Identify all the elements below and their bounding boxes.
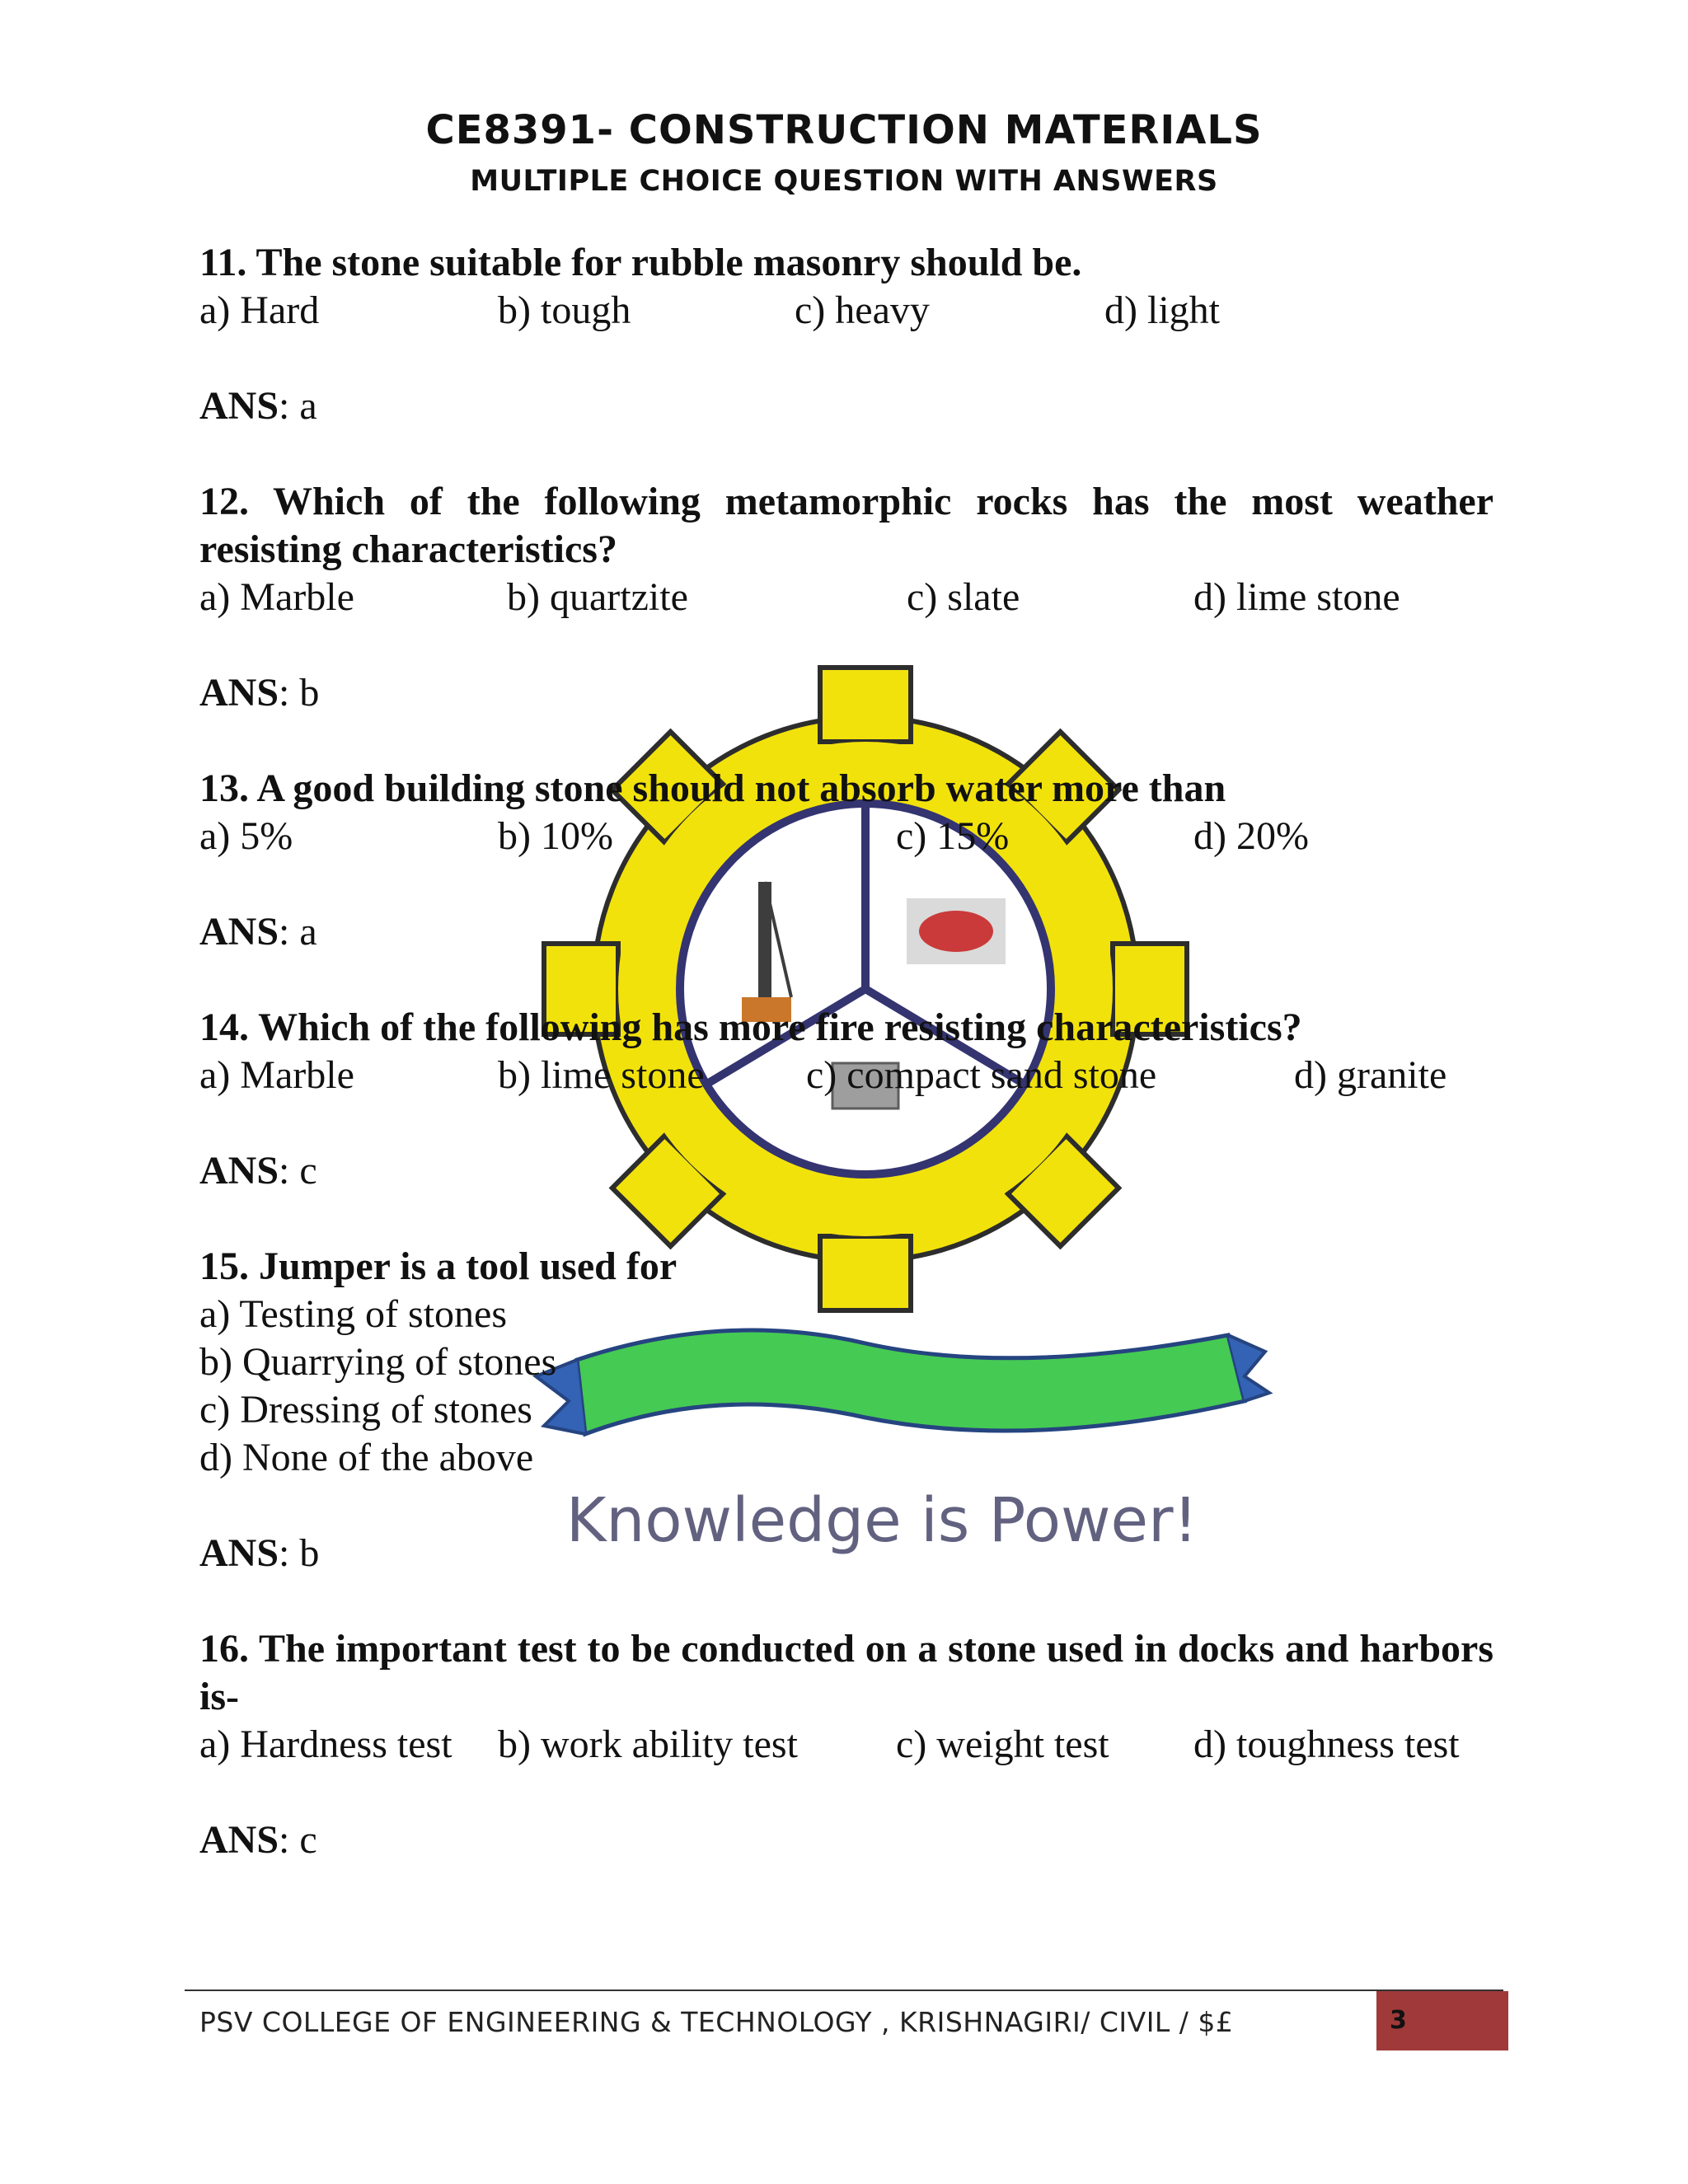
answer — [199, 1530, 1493, 1577]
options-row — [199, 813, 1493, 860]
question-text: 13. A good building stone should not absorb water more than — [199, 766, 1226, 810]
option-d: d) lime stone — [1193, 575, 1400, 619]
question-item — [199, 239, 1493, 430]
answer — [199, 669, 1493, 717]
answer-value: : c — [279, 1818, 317, 1862]
option-b: b) tough — [498, 288, 631, 332]
option-c: c) weight test — [896, 1722, 1109, 1766]
answer-value: : a — [279, 910, 317, 954]
question-text: 15. Jumper is a tool used for — [199, 1244, 678, 1288]
answer-value: : b — [279, 671, 320, 715]
question-item — [199, 1625, 1493, 1864]
option-c: c) heavy — [795, 288, 930, 332]
footer-divider — [185, 1990, 1503, 1991]
option-b: b) quartzite — [507, 575, 688, 619]
option-b: b) Quarrying of stones — [199, 1340, 557, 1384]
answer-value: : c — [279, 1149, 317, 1193]
option-a: a) Testing of stones — [199, 1292, 508, 1336]
question-list — [199, 239, 1493, 1864]
options-row — [199, 287, 1493, 335]
option-d: d) granite — [1294, 1053, 1447, 1097]
page-number: 3 — [1390, 2006, 1407, 2035]
option-c: c) slate — [907, 575, 1020, 619]
answer-value: : b — [279, 1531, 320, 1575]
option-a: a) Marble — [199, 575, 354, 619]
answer — [199, 1816, 1493, 1864]
option-b: b) 10% — [498, 814, 613, 858]
question-item — [199, 1004, 1493, 1195]
options-row — [199, 1721, 1493, 1769]
option-d: d) 20% — [1193, 814, 1309, 858]
logo-motto: Knowledge is Power! — [565, 1485, 1198, 1556]
option-b: b) work ability test — [498, 1722, 798, 1766]
question-item — [199, 1243, 1493, 1577]
answer-label: ANS — [199, 384, 279, 428]
option-d: d) light — [1104, 288, 1220, 332]
answer-label: ANS — [199, 910, 279, 954]
answer — [199, 382, 1493, 430]
options-row — [199, 1052, 1493, 1099]
document-subtitle: MULTIPLE CHOICE QUESTION WITH ANSWERS — [470, 165, 1218, 198]
option-a: a) 5% — [199, 814, 293, 858]
option-c: c) 15% — [896, 814, 1010, 858]
option-d: d) None of the above — [199, 1436, 534, 1479]
option-c: c) compact sand stone — [806, 1053, 1157, 1097]
answer-label: ANS — [199, 1531, 279, 1575]
answer — [199, 908, 1493, 956]
question-text: 16. The important test to be conducted on a stone used in docks and harbors is- — [199, 1627, 1493, 1718]
question-item — [199, 765, 1493, 956]
option-a: a) Hard — [199, 288, 320, 332]
answer-label: ANS — [199, 1149, 279, 1193]
question-text: 14. Which of the following has more fire resisting characteristics? — [199, 1005, 1302, 1049]
answer-label: ANS — [199, 671, 279, 715]
answer-label: ANS — [199, 1818, 279, 1862]
option-a: a) Hardness test — [199, 1722, 452, 1766]
footer-text: PSV COLLEGE OF ENGINEERING & TECHNOLOGY , KRISHNAGIRI/ CIVIL / $£ — [199, 2006, 1234, 2038]
option-b: b) lime stone — [498, 1053, 705, 1097]
option-c: c) Dressing of stones — [199, 1388, 532, 1432]
document-title: CE8391- CONSTRUCTION MATERIALS — [425, 107, 1263, 153]
question-item — [199, 478, 1493, 717]
question-text: 12. Which of the following metamorphic rocks has the most weather resisting characteristics? — [199, 480, 1493, 571]
answer-value: : a — [279, 384, 317, 428]
question-text: 11. The stone suitable for rubble masonry should be. — [199, 241, 1082, 284]
options-row — [199, 574, 1493, 621]
option-d: d) toughness test — [1193, 1722, 1460, 1766]
answer — [199, 1147, 1493, 1195]
option-a: a) Marble — [199, 1053, 354, 1097]
